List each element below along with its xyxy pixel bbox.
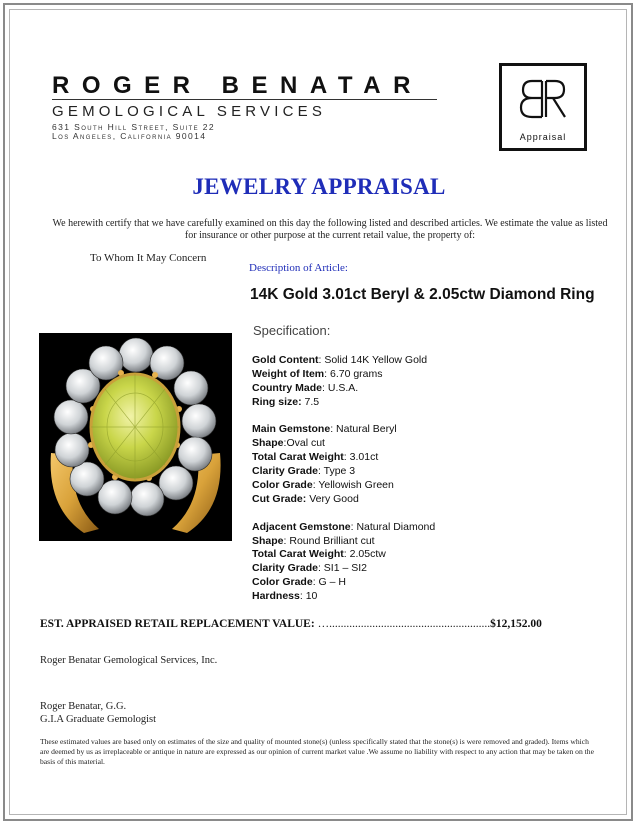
property-owner: To Whom It May Concern [90,252,207,264]
spec-value: Yellowish Green [318,479,394,492]
document-title: JEWELRY APPRAISAL [192,174,446,199]
spec-value: Round Brilliant cut [289,534,375,547]
spec-label: Hardness [252,590,300,603]
spec-label: Ring size: [252,395,302,408]
spec-spacer [252,410,435,424]
spec-label: Main Gemstone [252,423,331,436]
spec-row-country [252,382,435,396]
spec-row-gold-content [252,354,435,368]
spec-separator: : [350,520,357,533]
spec-label: Clarity Grade [252,465,318,478]
spec-row-adjacent-carat [252,548,435,562]
spec-separator: : [343,451,350,464]
spec-separator: : [324,367,330,380]
spec-row-adjacent-shape [252,535,435,549]
appraised-value-label: EST. APPRAISED RETAIL REPLACEMENT VALUE: [40,618,315,630]
spec-row-main-clarity [252,465,435,479]
spec-value: Type 3 [323,465,356,478]
spec-value: Solid 14K Yellow Gold [324,354,428,366]
spec-value: U.S.A. [327,381,359,394]
signer-name: Roger Benatar, G.G. [40,701,127,712]
spec-spacer [252,507,435,521]
spec-separator: : [299,590,306,603]
spec-row-adjacent-gemstone [252,521,435,535]
specification-label: Specification: [253,323,331,338]
spec-separator: : [312,479,319,492]
appraised-value-amount: $12,152.00 [490,618,542,630]
ring-photo [39,333,232,541]
spec-row-main-gemstone [252,423,435,437]
spec-value: G – H [318,576,346,589]
spec-row-cut-grade [252,493,435,507]
address-line-2: Los Angeles, California 90014 [52,131,207,141]
spec-row-main-color [252,479,435,493]
spec-label: Color Grade [252,576,313,589]
spec-label: Shape [252,534,284,547]
spec-separator: : [317,465,324,478]
spec-value: Very Good [309,492,359,505]
br-monogram-icon [502,78,584,120]
spec-label: Total Carat Weight [252,548,344,561]
spec-value: 3.01ct [349,451,379,464]
company-name-heading: ROGER BENATAR [52,72,423,99]
spec-value: Natural Diamond [356,520,436,533]
spec-row-main-carat [252,451,435,465]
value-leader-dots: …........................................................ [317,618,491,630]
spec-row-weight [252,368,435,382]
logo-label: Appraisal [519,132,567,142]
spec-value: 6.70 grams [329,367,383,380]
spec-value: SI1 – SI2 [323,562,367,575]
spec-label: Shape [252,437,284,450]
disclaimer-text: These estimated values are based only on estimates of the size and quality of mounted stone(s) (unless specifically stated that the stone(s) is were removed and graded). Items which are deemed by us as irreplaceable or antique in nature are expressed as our opinion of current market value .We assume no liability with respect to any action that may be taken on the basis of this material. [40,737,594,766]
spec-separator: : [312,576,319,589]
spec-separator: : [322,381,328,394]
spec-value: 7.5 [304,395,320,408]
ring-image-icon [39,333,232,541]
article-title: 14K Gold 3.01ct Beryl & 2.05ctw Diamond Ring [250,286,595,303]
specification-list [252,354,435,604]
spec-label: Country Made [252,381,323,394]
spec-separator: : [343,548,350,561]
spec-value: Oval cut [286,437,325,450]
spec-separator: : [330,423,337,436]
spec-label: Cut Grade: [252,492,307,505]
spec-separator: : [283,437,287,450]
spec-separator: : [318,354,325,366]
spec-row-ring-size [252,396,435,410]
spec-value: 10 [305,590,318,603]
signer-title: G.I.A Graduate Gemologist [40,714,157,725]
spec-row-main-shape [252,437,435,451]
spec-label: Clarity Grade [252,562,318,575]
spec-value: 2.05ctw [349,548,386,561]
spec-value: Natural Beryl [336,423,397,436]
spec-row-adjacent-clarity [252,562,435,576]
certification-statement: We herewith certify that we have carefully examined on this day the following listed and described articles. We estimate the value as listed for insurance or other purpose at the current retail value, the property of: [52,218,608,241]
company-subtitle: GEMOLOGICAL SERVICES [52,103,327,120]
spec-label: Gold Content [252,354,319,366]
letterhead-rule [52,99,437,100]
spec-label: Total Carat Weight [252,451,344,464]
appraised-value-line [40,618,542,630]
spec-row-adjacent-color [252,576,435,590]
description-label: Description of Article: [249,262,348,274]
spec-label: Color Grade [252,479,313,492]
spec-label: Weight of Item [252,367,325,380]
spec-label: Adjacent Gemstone [252,520,351,533]
spec-separator: : [283,534,290,547]
company-signature-line: Roger Benatar Gemological Services, Inc. [40,655,218,666]
spec-row-hardness [252,590,435,604]
spec-separator: : [317,562,324,575]
appraisal-logo [499,63,587,151]
address-line-1: 631 South Hill Street, Suite 22 [52,122,216,132]
